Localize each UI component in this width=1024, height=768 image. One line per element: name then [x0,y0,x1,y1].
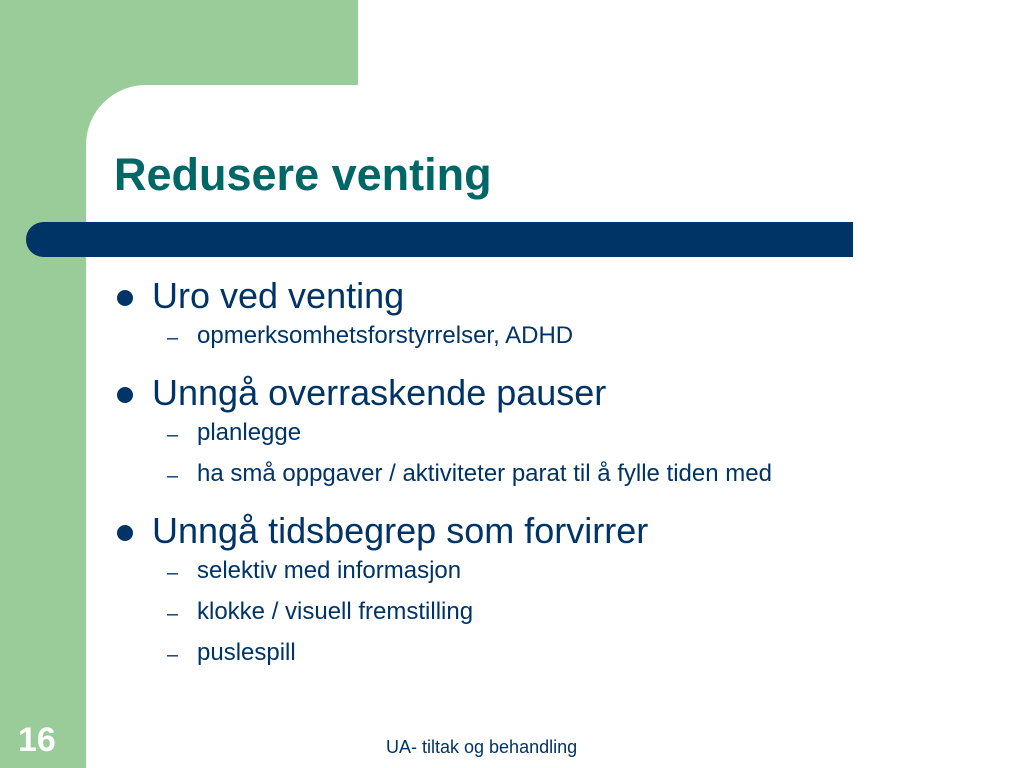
bullet-item [114,272,994,320]
sub-bullet-text: puslespill [197,639,296,666]
dash-icon: – [167,465,179,487]
dash-icon: – [167,603,179,625]
bullet-text: Unngå tidsbegrep som forvirrer [152,510,649,551]
bullet-item [114,369,994,417]
sub-bullet-text: planlegge [197,419,302,446]
slide-number: 16 [18,721,56,759]
title-underline-bar [26,222,853,257]
sub-bullet-item [114,596,994,637]
bullet-list [114,272,994,678]
sub-bullet-text: ha små oppgaver / aktiviteter parat til å fylle tiden med [197,460,772,487]
slide-title: Redusere venting [114,149,492,200]
dash-icon: – [167,644,179,666]
bullet-text: Unngå overraskende pauser [152,372,607,413]
sub-bullet-item [114,458,994,499]
bullet-dot-icon [117,290,133,306]
sub-bullet-text: selektiv med informasjon [197,557,462,584]
dash-icon: – [167,327,179,349]
dash-icon: – [167,424,179,446]
sub-bullet-item [114,417,994,458]
bullet-dot-icon [117,525,133,541]
bullet-item [114,507,994,555]
bullet-dot-icon [117,387,133,403]
sub-bullet-item [114,637,994,678]
sub-bullet-text: opmerksomhetsforstyrrelser, ADHD [197,322,574,349]
sub-bullet-item [114,320,994,361]
sub-bullet-text: klokke / visuell fremstilling [197,598,474,625]
dash-icon: – [167,562,179,584]
sub-bullet-item [114,555,994,596]
bullet-text: Uro ved venting [152,275,405,316]
footer-text: UA- tiltak og behandling [386,737,578,757]
